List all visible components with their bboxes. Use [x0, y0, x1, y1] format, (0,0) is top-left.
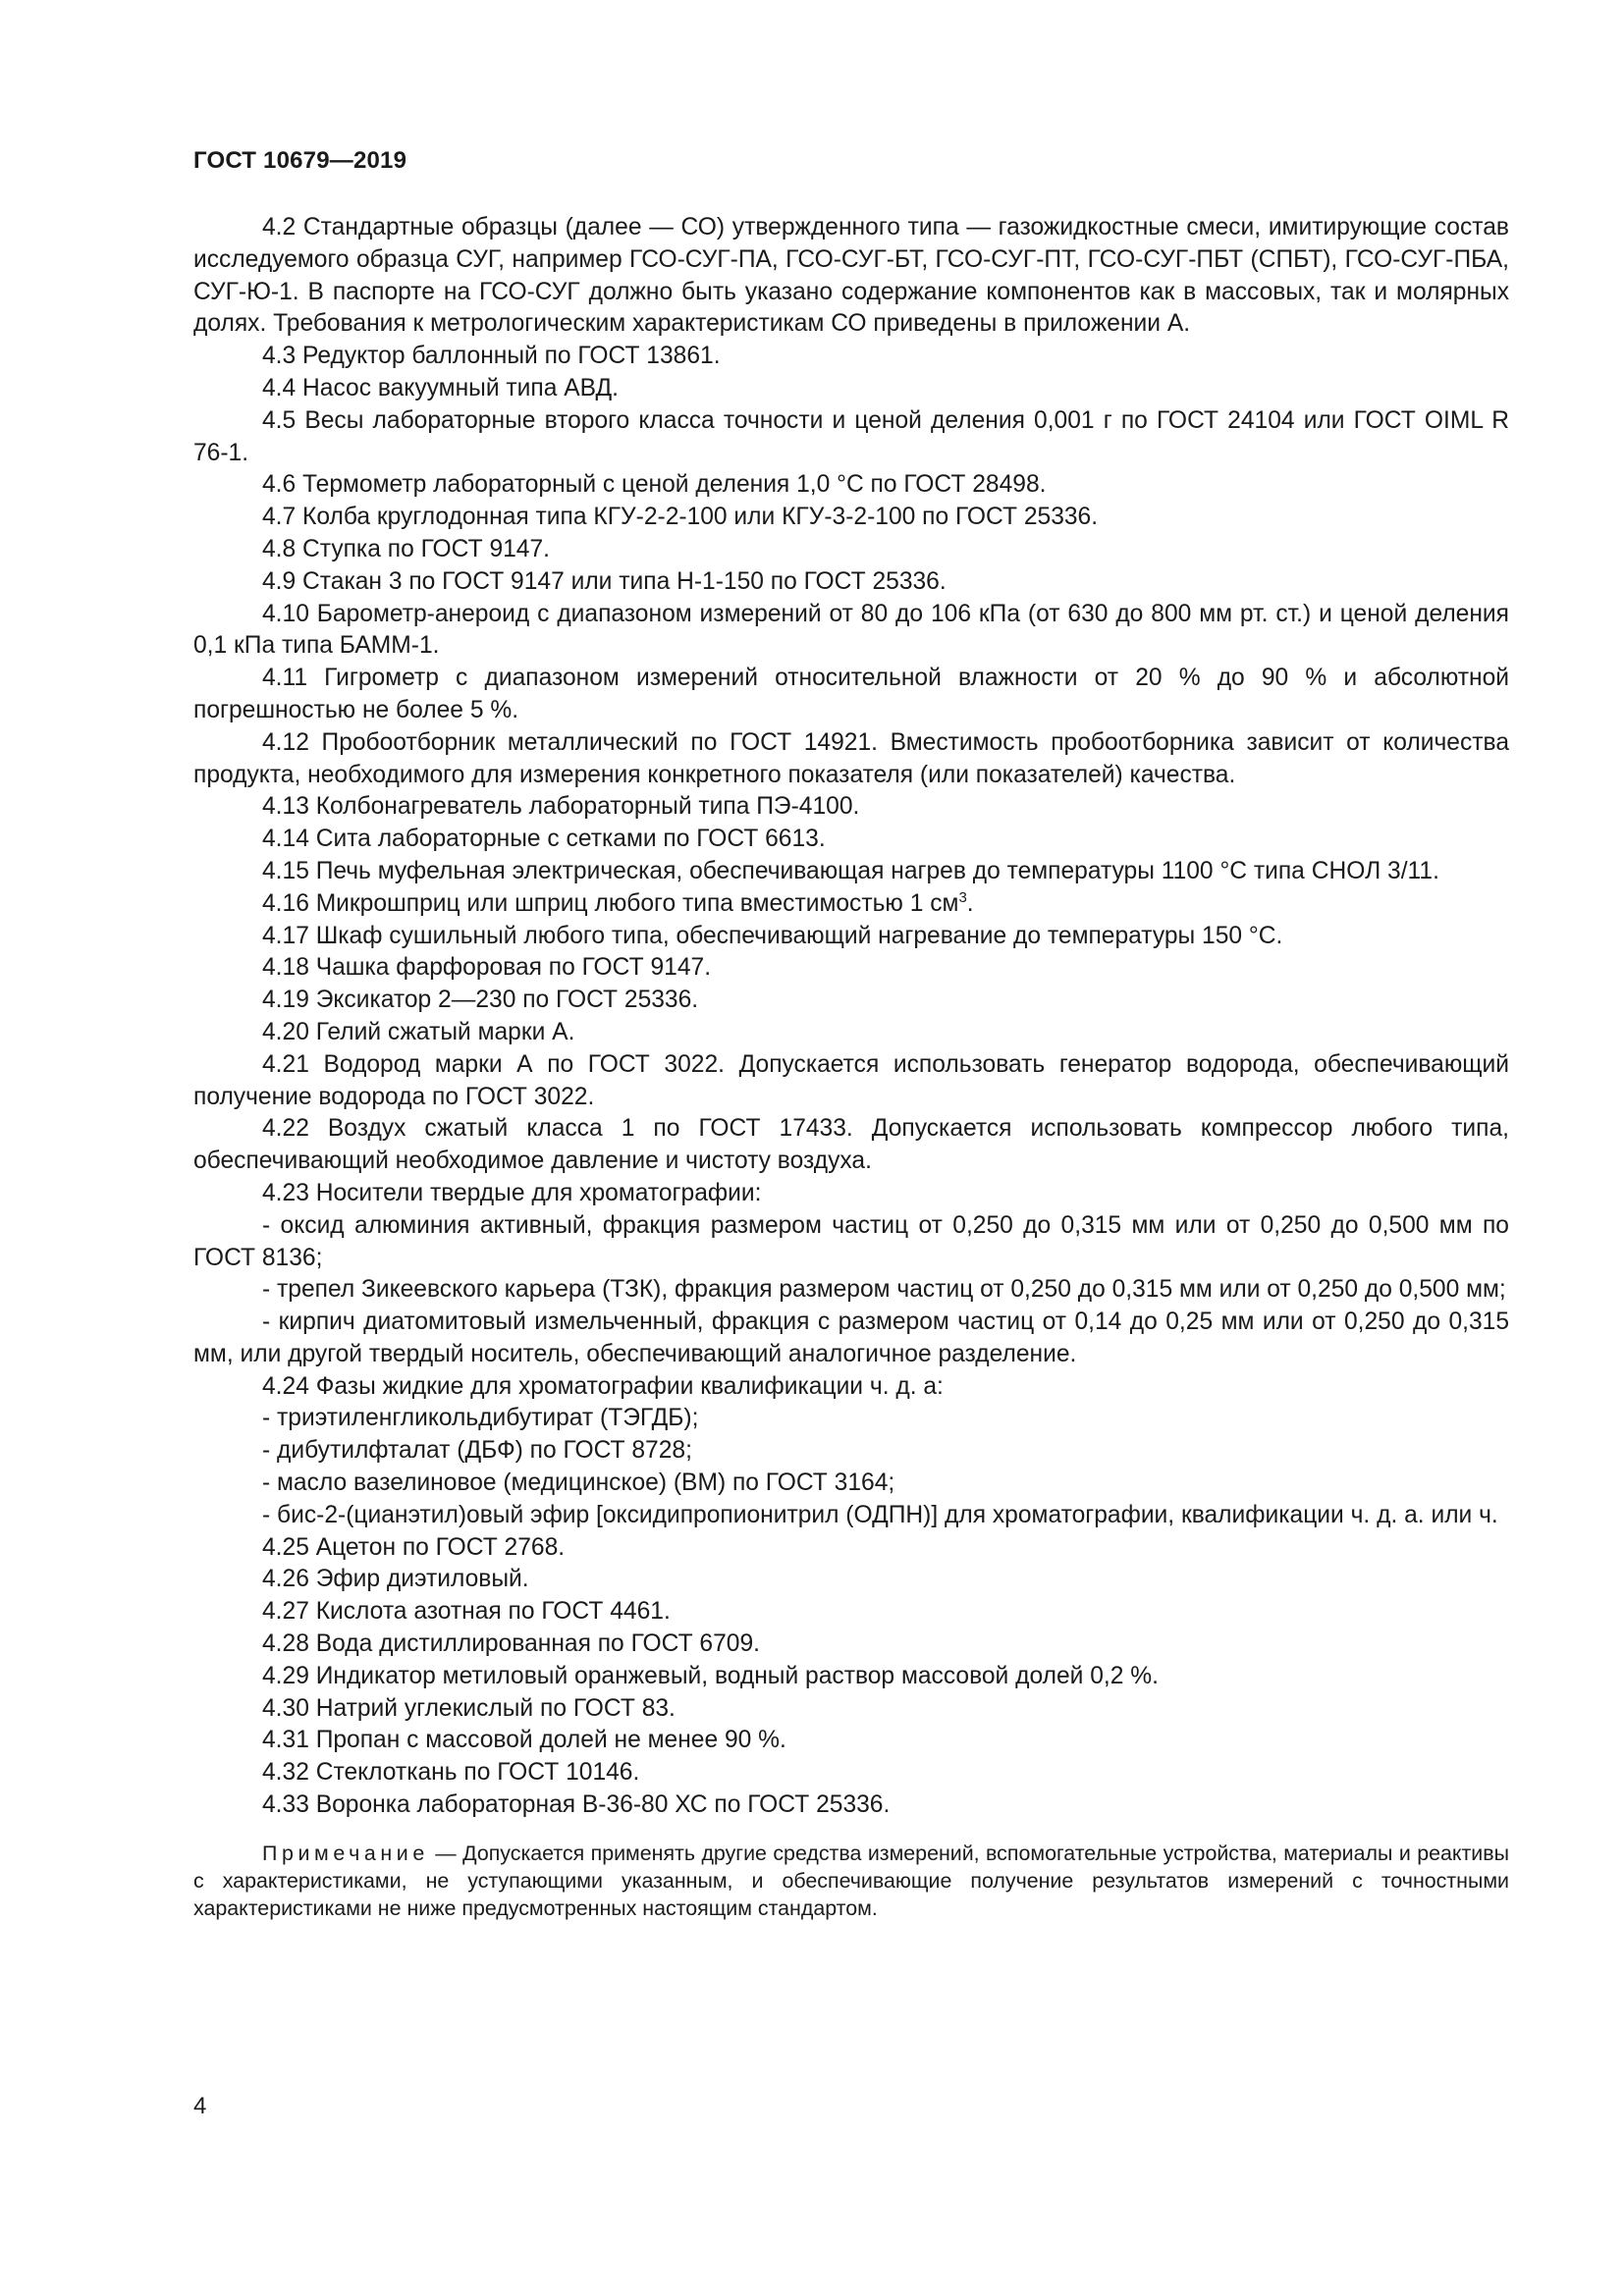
paragraph: 4.14 Сита лабораторные с сетками по ГОСТ 6613.	[262, 826, 826, 853]
paragraph: 4.6 Термометр лабораторный с ценой деления 1,0 °С по ГОСТ 28498.	[262, 471, 1047, 499]
paragraph: 4.18 Чашка фарфоровая по ГОСТ 9147.	[262, 954, 712, 982]
paragraph: 4.5 Весы лабораторные второго класса точности и ценой деления 0,001 г по ГОСТ 24104 или ГОСТ OIML R 76-1.	[193, 406, 1509, 466]
page-number: 4	[193, 2093, 207, 2119]
paragraph: 4.15 Печь муфельная электрическая, обеспечивающая нагрев до температуры 1100 °С типа СНОЛ 3/11.	[262, 857, 1439, 884]
paragraph: 4.27 Кислота азотная по ГОСТ 4461.	[262, 1598, 671, 1626]
paragraph: 4.20 Гелий сжатый марки А.	[262, 1018, 575, 1045]
paragraph: 4.3 Редуктор баллонный по ГОСТ 13861.	[262, 343, 721, 370]
paragraph: 4.4 Насос вакуумный типа АВД.	[262, 374, 619, 401]
paragraph: 4.13 Колбонагреватель лабораторный типа ПЭ-4100.	[262, 793, 860, 821]
note-label: Примечание	[262, 1841, 429, 1865]
paragraph: 4.19 Эксикатор 2—230 по ГОСТ 25336.	[262, 987, 699, 1014]
paragraph: 4.22 Воздух сжатый класса 1 по ГОСТ 17433. Допускается использовать компрессор любого типа, обеспечивающий необходимое давление и чистоту воздуха.	[193, 1115, 1509, 1175]
paragraph-tail: .	[966, 889, 974, 917]
paragraph: 4.26 Эфир диэтиловый.	[262, 1566, 529, 1593]
document-body	[193, 212, 1509, 1822]
paragraph: 4.11 Гигрометр с диапазоном измерений относительной влажности от 20 % до 90 % и абсолютной погрешностью не более 5 %.	[193, 665, 1509, 723]
paragraph: 4.10 Барометр-анероид с диапазоном измерений от 80 до 106 кПа (от 630 до 800 мм рт. ст.) и ценой деления 0,1 кПа типа БАММ-1.	[193, 600, 1509, 660]
paragraph: 4.7 Колба круглодонная типа КГУ-2-2-100 или КГУ-3-2-100 по ГОСТ 25336.	[262, 504, 1099, 531]
list-item: - трепел Зикеевского карьера (ТЗК), фракция размером частиц от 0,250 до 0,315 мм или от 0,250 до 0,500 мм;	[262, 1276, 1506, 1304]
paragraph: 4.8 Ступка по ГОСТ 9147.	[262, 535, 550, 562]
note	[193, 1840, 1509, 1922]
paragraph: 4.9 Стакан 3 по ГОСТ 9147 или типа Н-1-150 по ГОСТ 25336.	[262, 567, 947, 595]
paragraph: 4.33 Воронка лабораторная В-36-80 ХС по ГОСТ 25336.	[262, 1791, 891, 1819]
list-item: - дибутилфталат (ДБФ) по ГОСТ 8728;	[262, 1437, 692, 1465]
paragraph: 4.12 Пробоотборник металлический по ГОСТ 14921. Вместимость пробоотборника зависит от количества продукта, необходимого для измерения конкретного показателя (или показателей) качества.	[193, 728, 1509, 788]
list-item: - оксид алюминия активный, фракция размером частиц от 0,250 до 0,315 мм или от 0,250 до 0,500 мм по ГОСТ 8136;	[193, 1211, 1509, 1271]
note-text: — Допускается применять другие средства измерений, вспомогательные устройства, материалы и реактивы с характеристиками, не уступающими указанным, и обеспечивающие получение результатов измерений с точностными характеристиками не ниже предусмотренных настоящим стандартом.	[193, 1841, 1509, 1920]
paragraph: 4.17 Шкаф сушильный любого типа, обеспечивающий нагревание до температуры 150 °С.	[262, 922, 1283, 949]
superscript: 3	[958, 888, 967, 906]
page-header-title: ГОСТ 10679—2019	[193, 147, 407, 174]
paragraph: 4.2 Стандартные образцы (далее — СО) утвержденного типа — газожидкостные смеси, имитирующие состав исследуемого образца СУГ, например ГСО-СУГ-ПА, ГСО-СУГ-БТ, ГСО-СУГ-ПТ, ГСО-СУГ-ПБТ (СПБТ), ГСО-СУГ-ПБА, СУГ-Ю-1. В паспорте на ГСО-СУГ должно быть указано содержание компонентов как в массовых, так и молярных долях. Требования к метрологическим характеристикам СО приведены в приложении А.	[193, 214, 1509, 338]
paragraph: 4.21 Водород марки А по ГОСТ 3022. Допускается использовать генератор водорода, обеспечивающий получение водорода по ГОСТ 3022.	[193, 1050, 1509, 1110]
list-item: - кирпич диатомитовый измельченный, фракция с размером частиц от 0,14 до 0,25 мм или от 0,250 до 0,315 мм, или другой твердый носитель, обеспечивающий аналогичное разделение.	[193, 1308, 1509, 1367]
paragraph: 4.32 Стеклоткань по ГОСТ 10146.	[262, 1759, 640, 1787]
paragraph: 4.28 Вода дистиллированная по ГОСТ 6709.	[262, 1630, 760, 1658]
list-item: - бис-2-(цианэтил)овый эфир [оксидипропионитрил (ОДПН)] для хроматографии, квалификации ч. д. а. или ч.	[262, 1501, 1498, 1528]
paragraph: 4.30 Натрий углекислый по ГОСТ 83.	[262, 1694, 676, 1722]
paragraph: 4.24 Фазы жидкие для хроматографии квалификации ч. д. а:	[262, 1372, 944, 1400]
paragraph: 4.25 Ацетон по ГОСТ 2768.	[262, 1533, 566, 1561]
paragraph: 4.23 Носители твердые для хроматографии:	[262, 1179, 762, 1206]
list-item: - триэтиленгликольдибутират (ТЭГДБ);	[262, 1405, 699, 1432]
paragraph: 4.29 Индикатор метиловый оранжевый, водный раствор массовой долей 0,2 %.	[262, 1662, 1159, 1689]
document-page	[193, 147, 1509, 1922]
paragraph: 4.31 Пропан с массовой долей не менее 90 %.	[262, 1727, 786, 1754]
paragraph-text: 4.16 Микрошприц или шприц любого типа вместимостью 1 см	[262, 889, 959, 917]
paragraph-4-16	[193, 888, 1509, 921]
list-item: - масло вазелиновое (медицинское) (ВМ) по ГОСТ 3164;	[262, 1469, 895, 1497]
